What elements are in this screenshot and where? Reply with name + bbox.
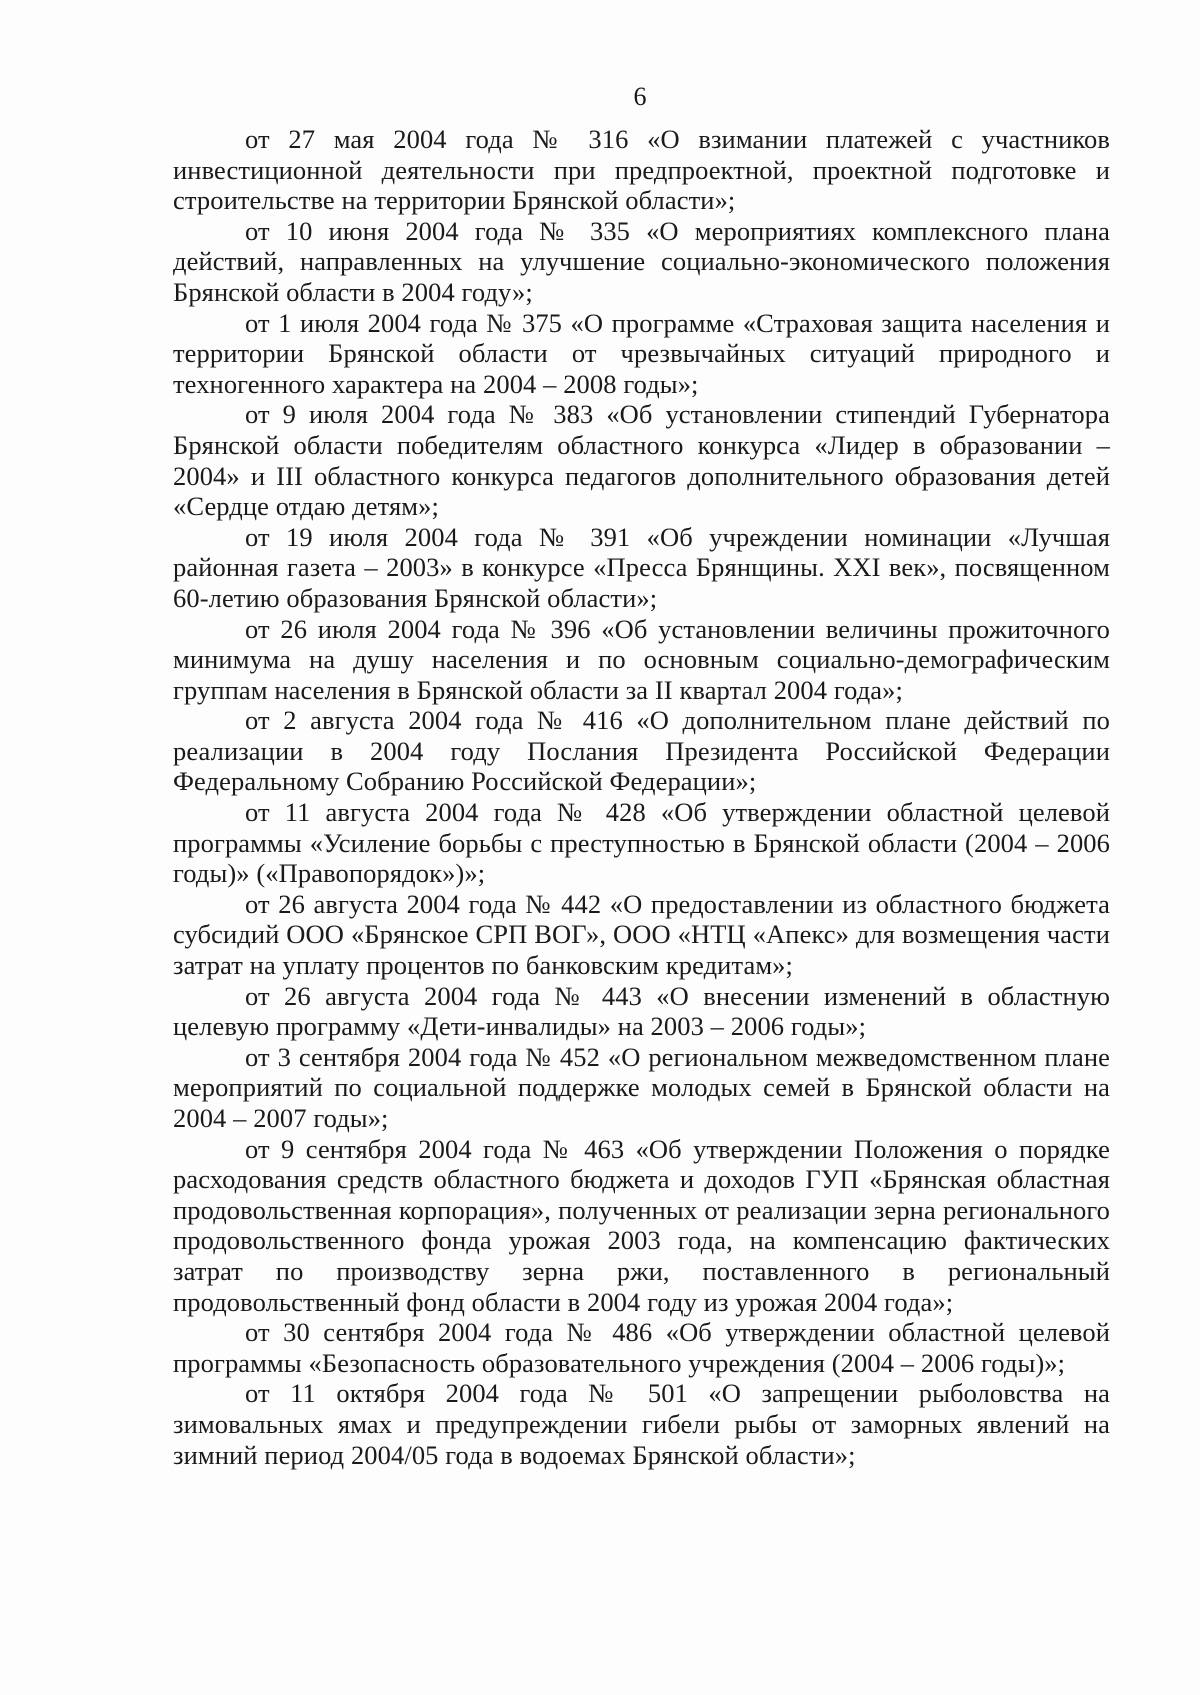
document-body xyxy=(173,124,1110,1470)
page-number: 6 xyxy=(633,82,647,111)
list-item: от 30 сентября 2004 года № 486 «Об утверждении областной целевой программы «Безопасность образовательного учреждения (2004 – 2006 годы)»; xyxy=(173,1317,1110,1378)
list-item: от 19 июля 2004 года № 391 «Об учреждении номинации «Лучшая районная газета – 2003» в конкурсе «Пресса Брянщины. XXI век», посвященном 60-летию образования Брянской области»; xyxy=(173,521,1110,613)
list-item: от 11 августа 2004 года № 428 «Об утверждении областной целевой программы «Усиление борьбы с преступностью в Брянской области (2004 – 2006 годы)» («Правопорядок»)»; xyxy=(173,797,1110,889)
list-item: от 1 июля 2004 года № 375 «О программе «Страховая защита населения и территории Брянской области от чрезвычайных ситуаций природного и техногенного характера на 2004 – 2008 годы»; xyxy=(173,307,1110,399)
list-item: от 3 сентября 2004 года № 452 «О региональном межведомственном плане мероприятий по социальной поддержке молодых семей в Брянской области на 2004 – 2007 годы»; xyxy=(173,1041,1110,1133)
list-item: от 26 июля 2004 года № 396 «Об установлении величины прожиточного минимума на душу населения и по основным социально-демографическим группам населения в Брянской области за II квартал 2004 года»; xyxy=(173,613,1110,705)
list-item: от 11 октября 2004 года № 501 «О запрещении рыболовства на зимовальных ямах и предупреждении гибели рыбы от заморных явлений на зимний период 2004/05 года в водоемах Брянской области»; xyxy=(173,1378,1110,1470)
list-item: от 26 августа 2004 года № 442 «О предоставлении из областного бюджета субсидий ООО «Брянское СРП ВОГ», ООО «НТЦ «Апекс» для возмещения части затрат на уплату процентов по банковским кредитам»; xyxy=(173,888,1110,981)
list-item: от 10 июня 2004 года № 335 «О мероприятиях комплексного плана действий, направленных на улучшение социально-экономического положения Брянской области в 2004 году»; xyxy=(173,215,1110,307)
list-item: от 9 сентября 2004 года № 463 «Об утверждении Положения о порядке расходования средств областного бюджета и доходов ГУП «Брянская областная продовольственная корпорация», полученных от реализации зерна регионального продовольственного фонда урожая 2003 года, на компенсацию фактических затрат по производству зерна ржи, поставленного в региональный продовольственный фонд области в 2004 году из урожая 2004 года»; xyxy=(173,1133,1110,1317)
list-item: от 2 августа 2004 года № 416 «О дополнительном плане действий по реализации в 2004 году Послания Президента Российской Федерации Федеральному Собранию Российской Федерации»; xyxy=(173,705,1110,797)
list-item: от 26 августа 2004 года № 443 «О внесении изменений в областную целевую программу «Дети-инвалиды» на 2003 – 2006 годы»; xyxy=(173,980,1110,1042)
list-item: от 27 мая 2004 года № 316 «О взимании платежей с участников инвестиционной деятельности при предпроектной, проектной подготовке и строительстве на территории Брянской области»; xyxy=(173,124,1110,216)
list-item: от 9 июля 2004 года № 383 «Об установлении стипендий Губернатора Брянской области победителям областного конкурса «Лидер в образовании – 2004» и III областного конкурса педагогов дополнительного образования детей «Сердце отдаю детям»; xyxy=(173,399,1110,522)
